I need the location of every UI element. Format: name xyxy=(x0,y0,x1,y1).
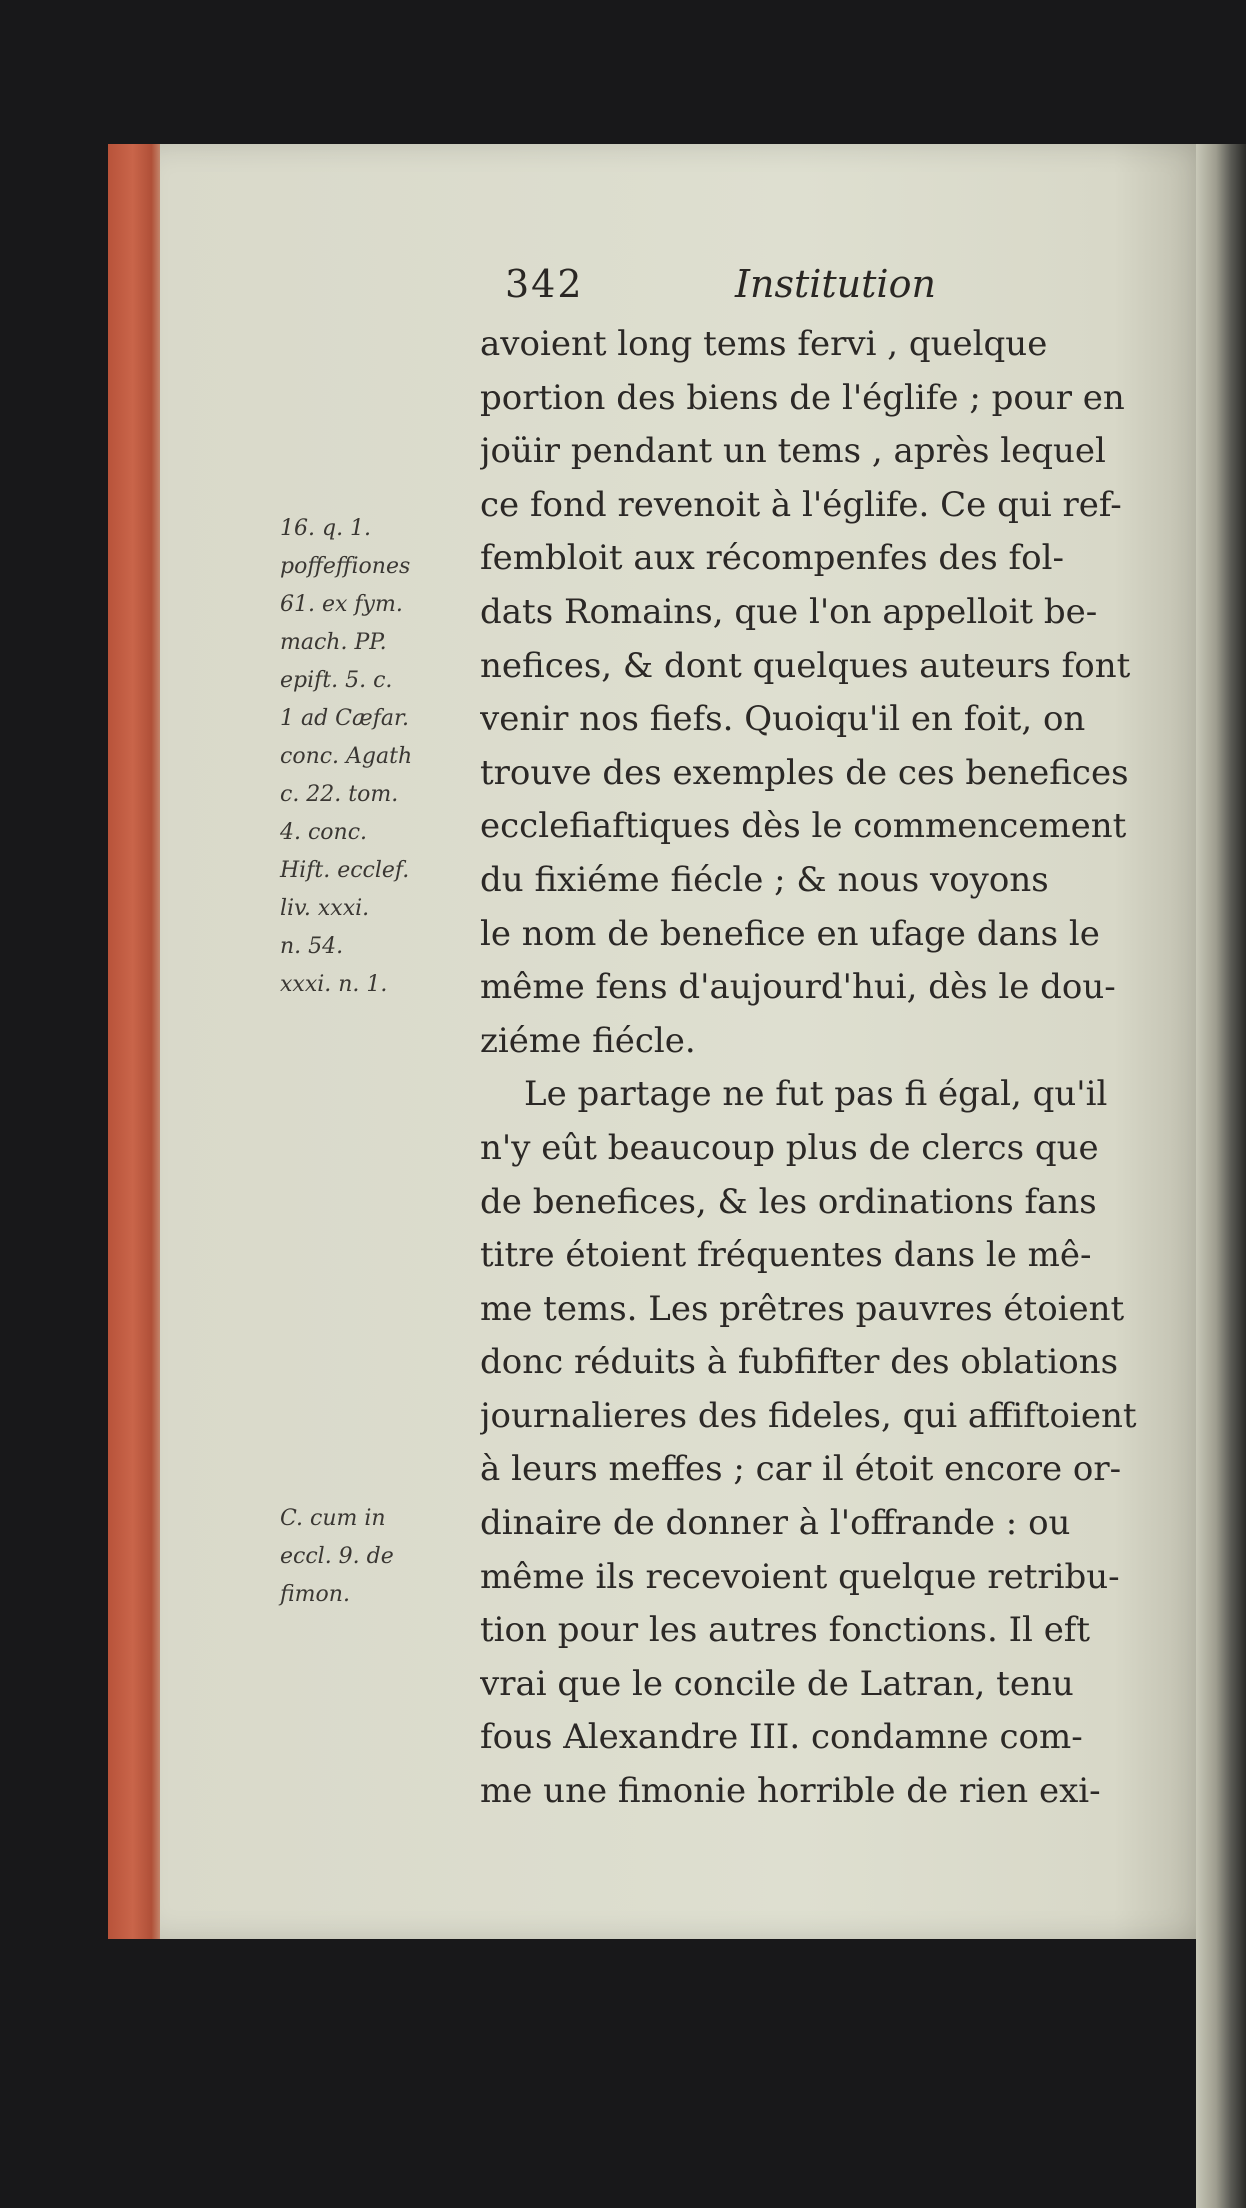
text-line: donc réduits à fubfifter des oblations xyxy=(480,1342,1119,1383)
text-line: dats Romains, que l'on appelloit be- xyxy=(480,591,1098,632)
margin-note-line: eccl. 9. de xyxy=(280,1544,394,1569)
margin-note-line: C. cum in xyxy=(280,1506,386,1531)
text-line: trouve des exemples de ces benefices xyxy=(480,752,1129,793)
text-line: portion des biens de l'églife ; pour en xyxy=(480,377,1125,418)
text-line: nefices, & dont quelques auteurs font xyxy=(480,645,1131,686)
margin-note-line: 61. ex fym. xyxy=(280,592,403,617)
margin-note-line: poffeffiones xyxy=(280,554,411,579)
text-line: avoient long tems fervi , quelque xyxy=(480,324,1048,364)
text-line: joüir pendant un tems , après lequel xyxy=(480,431,1106,472)
margin-note-line: n. 54. xyxy=(280,934,344,959)
text-line: Le partage ne fut pas fi égal, qu'il xyxy=(524,1074,1108,1115)
book-spine xyxy=(1196,144,1246,2208)
text-line: vrai que le concile de Latran, tenu xyxy=(480,1663,1074,1704)
margin-note-line: epift. 5. c. xyxy=(280,668,393,693)
text-line: de benefices, & les ordinations fans xyxy=(480,1181,1097,1222)
margin-note-line: conc. Agath xyxy=(280,744,413,769)
running-title: Institution xyxy=(735,262,936,306)
text-line: ecclefiaftiques dès le commencement xyxy=(480,806,1127,847)
text-line: même fens d'aujourd'hui, dès le dou- xyxy=(480,967,1116,1008)
text-line: fous Alexandre III. condamne com- xyxy=(480,1717,1083,1758)
margin-note-line: c. 22. tom. xyxy=(280,782,399,807)
margin-notes-bottom xyxy=(280,1500,490,1614)
text-line: me tems. Les prêtres pauvres étoient xyxy=(480,1288,1125,1329)
margin-note-line: xxxi. n. 1. xyxy=(280,972,388,997)
margin-note-line: Hift. ecclef. xyxy=(280,858,410,883)
page-number: 342 xyxy=(505,262,584,306)
text-line: ce fond revenoit à l'églife. Ce qui ref- xyxy=(480,484,1122,525)
text-line: me une fimonie horrible de rien exi- xyxy=(480,1771,1101,1812)
text-line: ziéme fiécle. xyxy=(480,1020,696,1061)
margin-note-line: liv. xxxi. xyxy=(280,896,370,921)
text-line: fembloit aux récompenfes des fol- xyxy=(480,538,1064,579)
margin-note-line: fimon. xyxy=(280,1582,350,1607)
text-line: du fixiéme fiécle ; & nous voyons xyxy=(480,859,1049,900)
text-line: tion pour les autres fonctions. Il eft xyxy=(480,1610,1091,1651)
text-line: venir nos fiefs. Quoiqu'il en foit, on xyxy=(480,699,1086,740)
text-line: le nom de benefice en ufage dans le xyxy=(480,913,1100,954)
text-line: dinaire de donner à l'offrande : ou xyxy=(480,1503,1071,1544)
margin-notes-top xyxy=(280,510,490,1004)
text-line: même ils recevoient quelque retribu- xyxy=(480,1556,1120,1597)
margin-note-line: mach. PP. xyxy=(280,630,387,655)
text-line: n'y eût beaucoup plus de clercs que xyxy=(480,1127,1099,1168)
text-line: à leurs meffes ; car il étoit encore or- xyxy=(480,1449,1122,1490)
text-line: titre étoient fréquentes dans le mê- xyxy=(480,1235,1092,1276)
body-text xyxy=(480,318,1200,1819)
margin-note-line: 16. q. 1. xyxy=(280,516,372,541)
running-head xyxy=(505,262,1005,306)
text-line: journalieres des fideles, qui affiftoient xyxy=(480,1395,1137,1436)
margin-note-line: 4. conc. xyxy=(280,820,368,845)
margin-note-line: 1 ad Cæfar. xyxy=(280,706,410,731)
